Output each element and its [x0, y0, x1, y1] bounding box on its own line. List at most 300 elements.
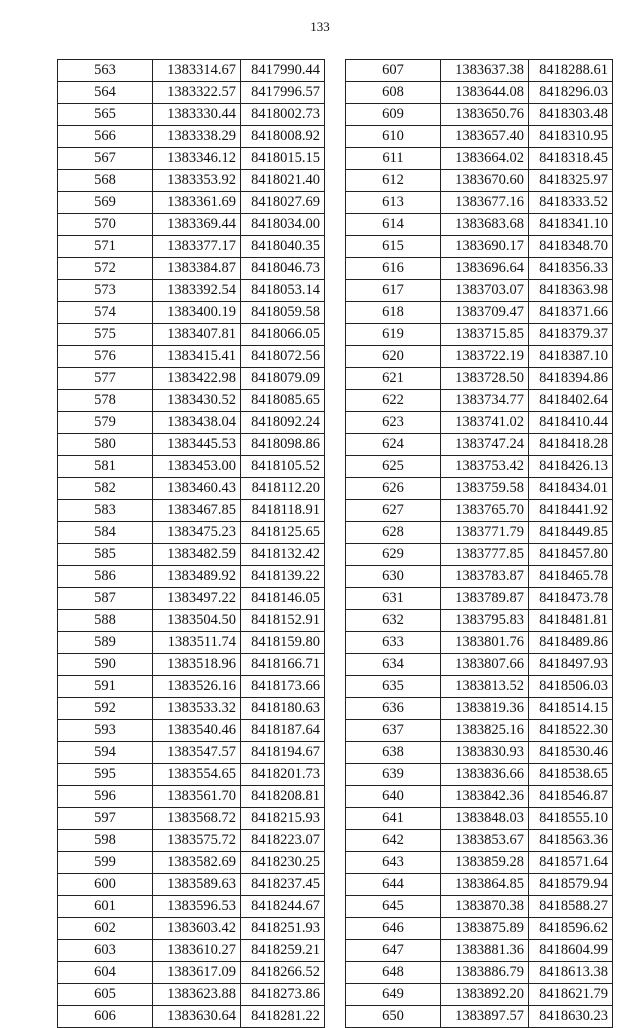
y-coordinate-cell: 8418394.86 [529, 368, 613, 390]
point-number-cell: 597 [58, 808, 153, 830]
point-number-cell: 588 [58, 610, 153, 632]
x-coordinate-cell: 1383696.64 [441, 258, 529, 280]
table-row [346, 676, 613, 698]
point-number-cell: 584 [58, 522, 153, 544]
table-row [346, 896, 613, 918]
x-coordinate-cell: 1383830.93 [441, 742, 529, 764]
x-coordinate-cell: 1383518.96 [153, 654, 241, 676]
x-coordinate-cell: 1383897.57 [441, 1006, 529, 1028]
x-coordinate-cell: 1383670.60 [441, 170, 529, 192]
x-coordinate-cell: 1383582.69 [153, 852, 241, 874]
point-number-cell: 637 [346, 720, 441, 742]
y-coordinate-cell: 8418449.85 [529, 522, 613, 544]
point-number-cell: 623 [346, 412, 441, 434]
table-row [346, 434, 613, 456]
table-row [58, 984, 325, 1006]
x-coordinate-cell: 1383886.79 [441, 962, 529, 984]
x-coordinate-cell: 1383392.54 [153, 280, 241, 302]
table-row [58, 786, 325, 808]
x-coordinate-cell: 1383703.07 [441, 280, 529, 302]
table-row [346, 126, 613, 148]
table-row [58, 192, 325, 214]
x-coordinate-cell: 1383789.87 [441, 588, 529, 610]
point-number-cell: 566 [58, 126, 153, 148]
x-coordinate-cell: 1383504.50 [153, 610, 241, 632]
point-number-cell: 571 [58, 236, 153, 258]
table-row [346, 566, 613, 588]
y-coordinate-cell: 8418066.05 [241, 324, 325, 346]
point-number-cell: 582 [58, 478, 153, 500]
y-coordinate-cell: 8418441.92 [529, 500, 613, 522]
x-coordinate-cell: 1383759.58 [441, 478, 529, 500]
x-coordinate-cell: 1383630.64 [153, 1006, 241, 1028]
point-number-cell: 614 [346, 214, 441, 236]
x-coordinate-cell: 1383690.17 [441, 236, 529, 258]
point-number-cell: 631 [346, 588, 441, 610]
y-coordinate-cell: 8418201.73 [241, 764, 325, 786]
y-coordinate-cell: 8418139.22 [241, 566, 325, 588]
table-row [58, 588, 325, 610]
table-row [346, 368, 613, 390]
table-row [346, 808, 613, 830]
point-number-cell: 579 [58, 412, 153, 434]
point-number-cell: 583 [58, 500, 153, 522]
point-number-cell: 645 [346, 896, 441, 918]
y-coordinate-cell: 8418180.63 [241, 698, 325, 720]
y-coordinate-cell: 8418348.70 [529, 236, 613, 258]
point-number-cell: 565 [58, 104, 153, 126]
x-coordinate-cell: 1383813.52 [441, 676, 529, 698]
x-coordinate-cell: 1383353.92 [153, 170, 241, 192]
x-coordinate-cell: 1383384.87 [153, 258, 241, 280]
point-number-cell: 581 [58, 456, 153, 478]
y-coordinate-cell: 8418426.13 [529, 456, 613, 478]
x-coordinate-cell: 1383603.42 [153, 918, 241, 940]
y-coordinate-cell: 8418465.78 [529, 566, 613, 588]
y-coordinate-cell: 8418514.15 [529, 698, 613, 720]
point-number-cell: 638 [346, 742, 441, 764]
point-number-cell: 573 [58, 280, 153, 302]
point-number-cell: 650 [346, 1006, 441, 1028]
table-row [346, 214, 613, 236]
x-coordinate-cell: 1383482.59 [153, 544, 241, 566]
y-coordinate-cell: 8418072.56 [241, 346, 325, 368]
y-coordinate-cell: 8418588.27 [529, 896, 613, 918]
table-row [346, 280, 613, 302]
table-row [58, 500, 325, 522]
table-row [346, 82, 613, 104]
x-coordinate-cell: 1383801.76 [441, 632, 529, 654]
x-coordinate-cell: 1383734.77 [441, 390, 529, 412]
table-row [346, 698, 613, 720]
point-number-cell: 618 [346, 302, 441, 324]
y-coordinate-cell: 8418506.03 [529, 676, 613, 698]
table-row [346, 60, 613, 82]
y-coordinate-cell: 8418159.80 [241, 632, 325, 654]
y-coordinate-cell: 8418497.93 [529, 654, 613, 676]
y-coordinate-cell: 8418363.98 [529, 280, 613, 302]
x-coordinate-cell: 1383589.63 [153, 874, 241, 896]
point-number-cell: 635 [346, 676, 441, 698]
y-coordinate-cell: 8418522.30 [529, 720, 613, 742]
point-number-cell: 648 [346, 962, 441, 984]
y-coordinate-cell: 8418296.03 [529, 82, 613, 104]
x-coordinate-cell: 1383361.69 [153, 192, 241, 214]
table-row [58, 830, 325, 852]
point-number-cell: 609 [346, 104, 441, 126]
x-coordinate-cell: 1383637.38 [441, 60, 529, 82]
point-number-cell: 624 [346, 434, 441, 456]
point-number-cell: 611 [346, 148, 441, 170]
table-row [346, 764, 613, 786]
y-coordinate-cell: 8418146.05 [241, 588, 325, 610]
table-row [346, 236, 613, 258]
table-row [58, 742, 325, 764]
table-row [346, 346, 613, 368]
table-row [58, 764, 325, 786]
table-row [58, 808, 325, 830]
y-coordinate-cell: 8418579.94 [529, 874, 613, 896]
y-coordinate-cell: 8418112.20 [241, 478, 325, 500]
table-row [58, 632, 325, 654]
table-row [346, 258, 613, 280]
x-coordinate-cell: 1383819.36 [441, 698, 529, 720]
x-coordinate-cell: 1383568.72 [153, 808, 241, 830]
point-number-cell: 647 [346, 940, 441, 962]
table-row [58, 346, 325, 368]
table-row [58, 258, 325, 280]
table-row [346, 324, 613, 346]
x-coordinate-cell: 1383853.67 [441, 830, 529, 852]
point-number-cell: 580 [58, 434, 153, 456]
y-coordinate-cell: 8418318.45 [529, 148, 613, 170]
y-coordinate-cell: 8418434.01 [529, 478, 613, 500]
table-row [346, 588, 613, 610]
point-number-cell: 634 [346, 654, 441, 676]
y-coordinate-cell: 8418530.46 [529, 742, 613, 764]
x-coordinate-cell: 1383596.53 [153, 896, 241, 918]
y-coordinate-cell: 8418125.65 [241, 522, 325, 544]
point-number-cell: 646 [346, 918, 441, 940]
table-row [58, 918, 325, 940]
table-row [346, 918, 613, 940]
x-coordinate-cell: 1383875.89 [441, 918, 529, 940]
table-row [58, 390, 325, 412]
table-row [58, 324, 325, 346]
table-row [58, 412, 325, 434]
y-coordinate-cell: 8418008.92 [241, 126, 325, 148]
table-row [58, 896, 325, 918]
point-number-cell: 568 [58, 170, 153, 192]
y-coordinate-cell: 8418244.67 [241, 896, 325, 918]
point-number-cell: 629 [346, 544, 441, 566]
y-coordinate-cell: 8418613.38 [529, 962, 613, 984]
y-coordinate-cell: 8418187.64 [241, 720, 325, 742]
y-coordinate-cell: 8418333.52 [529, 192, 613, 214]
point-number-cell: 598 [58, 830, 153, 852]
table-row [346, 1006, 613, 1028]
table-row [58, 104, 325, 126]
x-coordinate-cell: 1383753.42 [441, 456, 529, 478]
table-row [58, 962, 325, 984]
point-number-cell: 615 [346, 236, 441, 258]
point-number-cell: 639 [346, 764, 441, 786]
point-number-cell: 603 [58, 940, 153, 962]
point-number-cell: 640 [346, 786, 441, 808]
point-number-cell: 578 [58, 390, 153, 412]
table-row [58, 852, 325, 874]
y-coordinate-cell: 8418538.65 [529, 764, 613, 786]
x-coordinate-cell: 1383346.12 [153, 148, 241, 170]
point-number-cell: 601 [58, 896, 153, 918]
y-coordinate-cell: 8418027.69 [241, 192, 325, 214]
x-coordinate-cell: 1383709.47 [441, 302, 529, 324]
point-number-cell: 622 [346, 390, 441, 412]
table-row [346, 610, 613, 632]
y-coordinate-cell: 8418410.44 [529, 412, 613, 434]
y-coordinate-cell: 8418085.65 [241, 390, 325, 412]
x-coordinate-cell: 1383526.16 [153, 676, 241, 698]
point-number-cell: 594 [58, 742, 153, 764]
point-number-cell: 649 [346, 984, 441, 1006]
point-number-cell: 600 [58, 874, 153, 896]
table-row [58, 82, 325, 104]
x-coordinate-cell: 1383533.32 [153, 698, 241, 720]
y-coordinate-cell: 8418015.15 [241, 148, 325, 170]
table-row [58, 566, 325, 588]
table-row [346, 522, 613, 544]
table-row [58, 874, 325, 896]
point-number-cell: 633 [346, 632, 441, 654]
point-number-cell: 567 [58, 148, 153, 170]
table-row [58, 280, 325, 302]
table-row [346, 632, 613, 654]
x-coordinate-cell: 1383438.04 [153, 412, 241, 434]
x-coordinate-cell: 1383422.98 [153, 368, 241, 390]
point-number-cell: 575 [58, 324, 153, 346]
x-coordinate-cell: 1383859.28 [441, 852, 529, 874]
point-number-cell: 604 [58, 962, 153, 984]
table-row [58, 676, 325, 698]
table-row [58, 478, 325, 500]
x-coordinate-cell: 1383836.66 [441, 764, 529, 786]
table-row [58, 60, 325, 82]
x-coordinate-cell: 1383777.85 [441, 544, 529, 566]
y-coordinate-cell: 8418630.23 [529, 1006, 613, 1028]
table-row [346, 148, 613, 170]
x-coordinate-cell: 1383561.70 [153, 786, 241, 808]
point-number-cell: 570 [58, 214, 153, 236]
x-coordinate-cell: 1383644.08 [441, 82, 529, 104]
x-coordinate-cell: 1383575.72 [153, 830, 241, 852]
point-number-cell: 586 [58, 566, 153, 588]
point-number-cell: 613 [346, 192, 441, 214]
point-number-cell: 592 [58, 698, 153, 720]
y-coordinate-cell: 8418215.93 [241, 808, 325, 830]
table-row [58, 522, 325, 544]
x-coordinate-cell: 1383430.52 [153, 390, 241, 412]
x-coordinate-cell: 1383864.85 [441, 874, 529, 896]
table-row [346, 830, 613, 852]
x-coordinate-cell: 1383677.16 [441, 192, 529, 214]
point-number-cell: 590 [58, 654, 153, 676]
point-number-cell: 572 [58, 258, 153, 280]
y-coordinate-cell: 8418303.48 [529, 104, 613, 126]
point-number-cell: 607 [346, 60, 441, 82]
x-coordinate-cell: 1383460.43 [153, 478, 241, 500]
table-row [346, 170, 613, 192]
table-row [58, 698, 325, 720]
table-row [58, 1006, 325, 1028]
y-coordinate-cell: 8418098.86 [241, 434, 325, 456]
x-coordinate-cell: 1383338.29 [153, 126, 241, 148]
x-coordinate-cell: 1383765.70 [441, 500, 529, 522]
table-row [346, 874, 613, 896]
x-coordinate-cell: 1383407.81 [153, 324, 241, 346]
table-row [58, 654, 325, 676]
point-number-cell: 642 [346, 830, 441, 852]
point-number-cell: 606 [58, 1006, 153, 1028]
x-coordinate-cell: 1383453.00 [153, 456, 241, 478]
x-coordinate-cell: 1383617.09 [153, 962, 241, 984]
table-row [346, 742, 613, 764]
y-coordinate-cell: 8418002.73 [241, 104, 325, 126]
y-coordinate-cell: 8418273.86 [241, 984, 325, 1006]
y-coordinate-cell: 8418310.95 [529, 126, 613, 148]
x-coordinate-cell: 1383807.66 [441, 654, 529, 676]
point-number-cell: 632 [346, 610, 441, 632]
table-row [58, 610, 325, 632]
x-coordinate-cell: 1383795.83 [441, 610, 529, 632]
x-coordinate-cell: 1383540.46 [153, 720, 241, 742]
table-row [346, 192, 613, 214]
point-number-cell: 625 [346, 456, 441, 478]
table-row [346, 962, 613, 984]
y-coordinate-cell: 8418259.21 [241, 940, 325, 962]
table-row [346, 654, 613, 676]
x-coordinate-cell: 1383892.20 [441, 984, 529, 1006]
y-coordinate-cell: 8418288.61 [529, 60, 613, 82]
y-coordinate-cell: 8418118.91 [241, 500, 325, 522]
x-coordinate-cell: 1383330.44 [153, 104, 241, 126]
table-row [58, 126, 325, 148]
point-number-cell: 608 [346, 82, 441, 104]
x-coordinate-cell: 1383783.87 [441, 566, 529, 588]
y-coordinate-cell: 8418079.09 [241, 368, 325, 390]
table-row [346, 412, 613, 434]
y-coordinate-cell: 8418266.52 [241, 962, 325, 984]
point-number-cell: 576 [58, 346, 153, 368]
y-coordinate-cell: 8418604.99 [529, 940, 613, 962]
x-coordinate-cell: 1383415.41 [153, 346, 241, 368]
table-row [346, 478, 613, 500]
table-row [58, 544, 325, 566]
y-coordinate-cell: 8418555.10 [529, 808, 613, 830]
x-coordinate-cell: 1383848.03 [441, 808, 529, 830]
y-coordinate-cell: 8418021.40 [241, 170, 325, 192]
y-coordinate-cell: 8418251.93 [241, 918, 325, 940]
point-number-cell: 589 [58, 632, 153, 654]
y-coordinate-cell: 8418166.71 [241, 654, 325, 676]
table-row [58, 434, 325, 456]
point-number-cell: 591 [58, 676, 153, 698]
point-number-cell: 585 [58, 544, 153, 566]
table-row [346, 786, 613, 808]
x-coordinate-cell: 1383610.27 [153, 940, 241, 962]
point-number-cell: 577 [58, 368, 153, 390]
x-coordinate-cell: 1383554.65 [153, 764, 241, 786]
table-row [58, 720, 325, 742]
table-row [58, 236, 325, 258]
point-number-cell: 627 [346, 500, 441, 522]
point-number-cell: 563 [58, 60, 153, 82]
table-row [346, 720, 613, 742]
y-coordinate-cell: 8418230.25 [241, 852, 325, 874]
point-number-cell: 574 [58, 302, 153, 324]
y-coordinate-cell: 8418379.37 [529, 324, 613, 346]
table-row [58, 170, 325, 192]
y-coordinate-cell: 8418341.10 [529, 214, 613, 236]
table-row [58, 148, 325, 170]
x-coordinate-cell: 1383400.19 [153, 302, 241, 324]
coordinates-table-right [345, 59, 613, 1028]
x-coordinate-cell: 1383881.36 [441, 940, 529, 962]
y-coordinate-cell: 8418092.24 [241, 412, 325, 434]
y-coordinate-cell: 8418402.64 [529, 390, 613, 412]
x-coordinate-cell: 1383650.76 [441, 104, 529, 126]
point-number-cell: 587 [58, 588, 153, 610]
table-row [58, 368, 325, 390]
x-coordinate-cell: 1383747.24 [441, 434, 529, 456]
y-coordinate-cell: 8418281.22 [241, 1006, 325, 1028]
x-coordinate-cell: 1383715.85 [441, 324, 529, 346]
x-coordinate-cell: 1383369.44 [153, 214, 241, 236]
y-coordinate-cell: 8418473.78 [529, 588, 613, 610]
x-coordinate-cell: 1383489.92 [153, 566, 241, 588]
table-row [346, 940, 613, 962]
point-number-cell: 616 [346, 258, 441, 280]
x-coordinate-cell: 1383870.38 [441, 896, 529, 918]
y-coordinate-cell: 8418418.28 [529, 434, 613, 456]
x-coordinate-cell: 1383825.16 [441, 720, 529, 742]
x-coordinate-cell: 1383547.57 [153, 742, 241, 764]
y-coordinate-cell: 8418457.80 [529, 544, 613, 566]
table-row [58, 940, 325, 962]
point-number-cell: 628 [346, 522, 441, 544]
x-coordinate-cell: 1383511.74 [153, 632, 241, 654]
point-number-cell: 610 [346, 126, 441, 148]
page-number: 133 [310, 19, 330, 34]
x-coordinate-cell: 1383771.79 [441, 522, 529, 544]
point-number-cell: 626 [346, 478, 441, 500]
x-coordinate-cell: 1383842.36 [441, 786, 529, 808]
table-row [346, 544, 613, 566]
point-number-cell: 617 [346, 280, 441, 302]
table-row [346, 390, 613, 412]
y-coordinate-cell: 8418596.62 [529, 918, 613, 940]
y-coordinate-cell: 8418571.64 [529, 852, 613, 874]
y-coordinate-cell: 8418387.10 [529, 346, 613, 368]
y-coordinate-cell: 8417996.57 [241, 82, 325, 104]
x-coordinate-cell: 1383377.17 [153, 236, 241, 258]
y-coordinate-cell: 8418034.00 [241, 214, 325, 236]
table-row [58, 456, 325, 478]
y-coordinate-cell: 8418489.86 [529, 632, 613, 654]
y-coordinate-cell: 8418356.33 [529, 258, 613, 280]
x-coordinate-cell: 1383683.68 [441, 214, 529, 236]
point-number-cell: 605 [58, 984, 153, 1006]
table-row [346, 984, 613, 1006]
